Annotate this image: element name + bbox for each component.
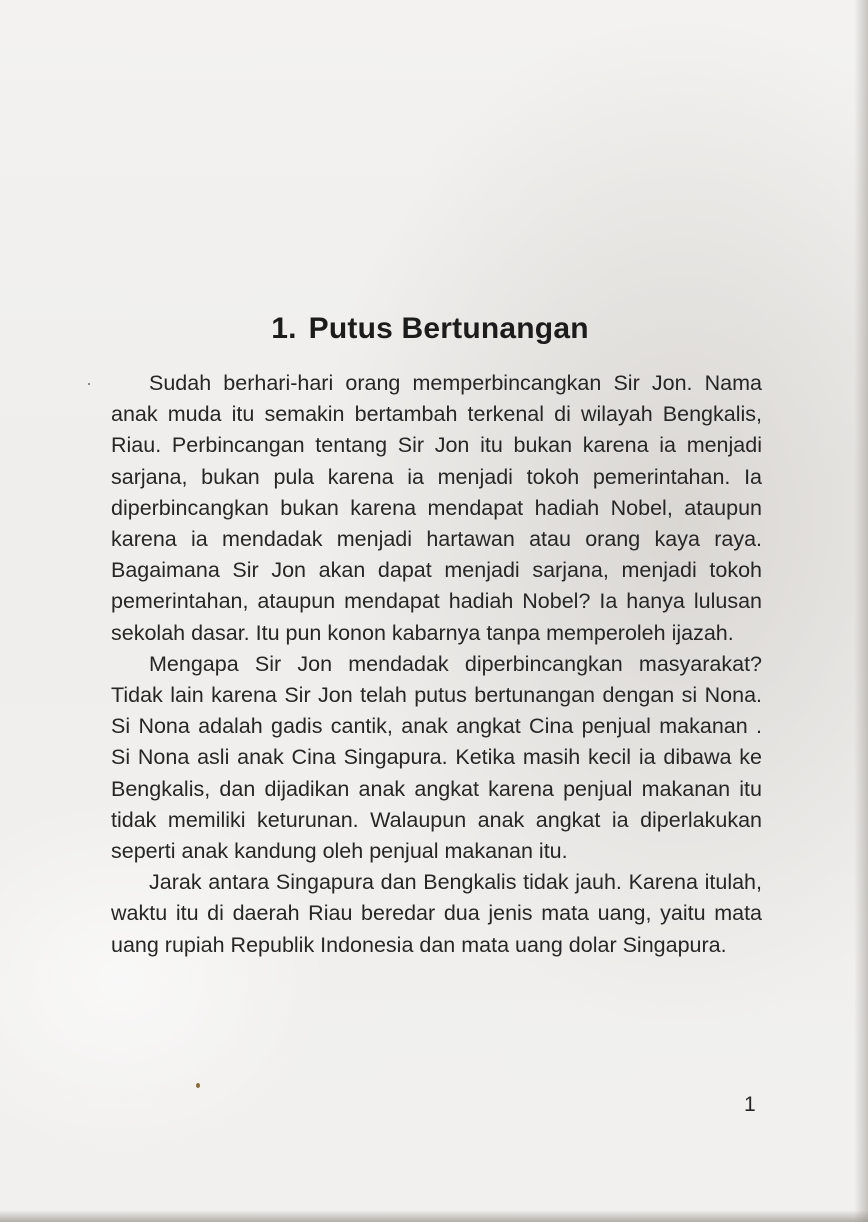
chapter-number: 1. (271, 312, 297, 345)
chapter-body (111, 368, 762, 961)
paragraph-1: Sudah berhari-hari orang memperbincangkan Sir Jon. Nama anak muda itu semakin bertambah terkenal di wilayah Bengkalis, Riau. Perbincangan tentang Sir Jon itu bukan karena ia menjadi sarjana, bukan pula karena ia menjadi tokoh pemerintahan. Ia diperbincangkan bukan karena mendapat hadiah Nobel, ataupun karena ia mendadak menjadi hartawan atau orang kaya raya. Bagaimana Sir Jon akan dapat menjadi sarjana, menjadi tokoh pemerintahan, ataupun mendapat hadiah Nobel? Ia hanya lulusan sekolah dasar. Itu pun konon kabarnya tanpa memperoleh ijazah. (111, 371, 762, 645)
paragraph-2: Mengapa Sir Jon mendadak diperbincangkan masyarakat? Tidak lain karena Sir Jon telah putus bertunangan dengan si Nona. Si Nona adalah gadis cantik, anak angkat Cina penjual makanan . Si Nona asli anak Cina Singapura. Ketika masih kecil ia dibawa ke Bengkalis, dan dijadikan anak angkat karena penjual makanan itu tidak memiliki keturunan. Walaupun anak angkat ia diperlakukan seperti anak kandung oleh penjual makanan itu. (111, 651, 762, 864)
paper-speck (196, 1083, 200, 1088)
page-bottom-shadow (0, 1210, 868, 1222)
chapter-title-text: Putus Bertunangan (308, 312, 589, 345)
paragraph-3: Jarak antara Singapura dan Bengkalis tidak jauh. Karena itulah, waktu itu di daerah Riau beredar dua jenis mata uang, yaitu mata uang rupiah Republik Indonesia dan mata uang dolar Singapura. (111, 870, 762, 957)
page-edge-shadow (854, 0, 868, 1222)
chapter-title (150, 312, 710, 346)
page-number: 1 (744, 1093, 756, 1116)
paper-speck (88, 383, 90, 385)
